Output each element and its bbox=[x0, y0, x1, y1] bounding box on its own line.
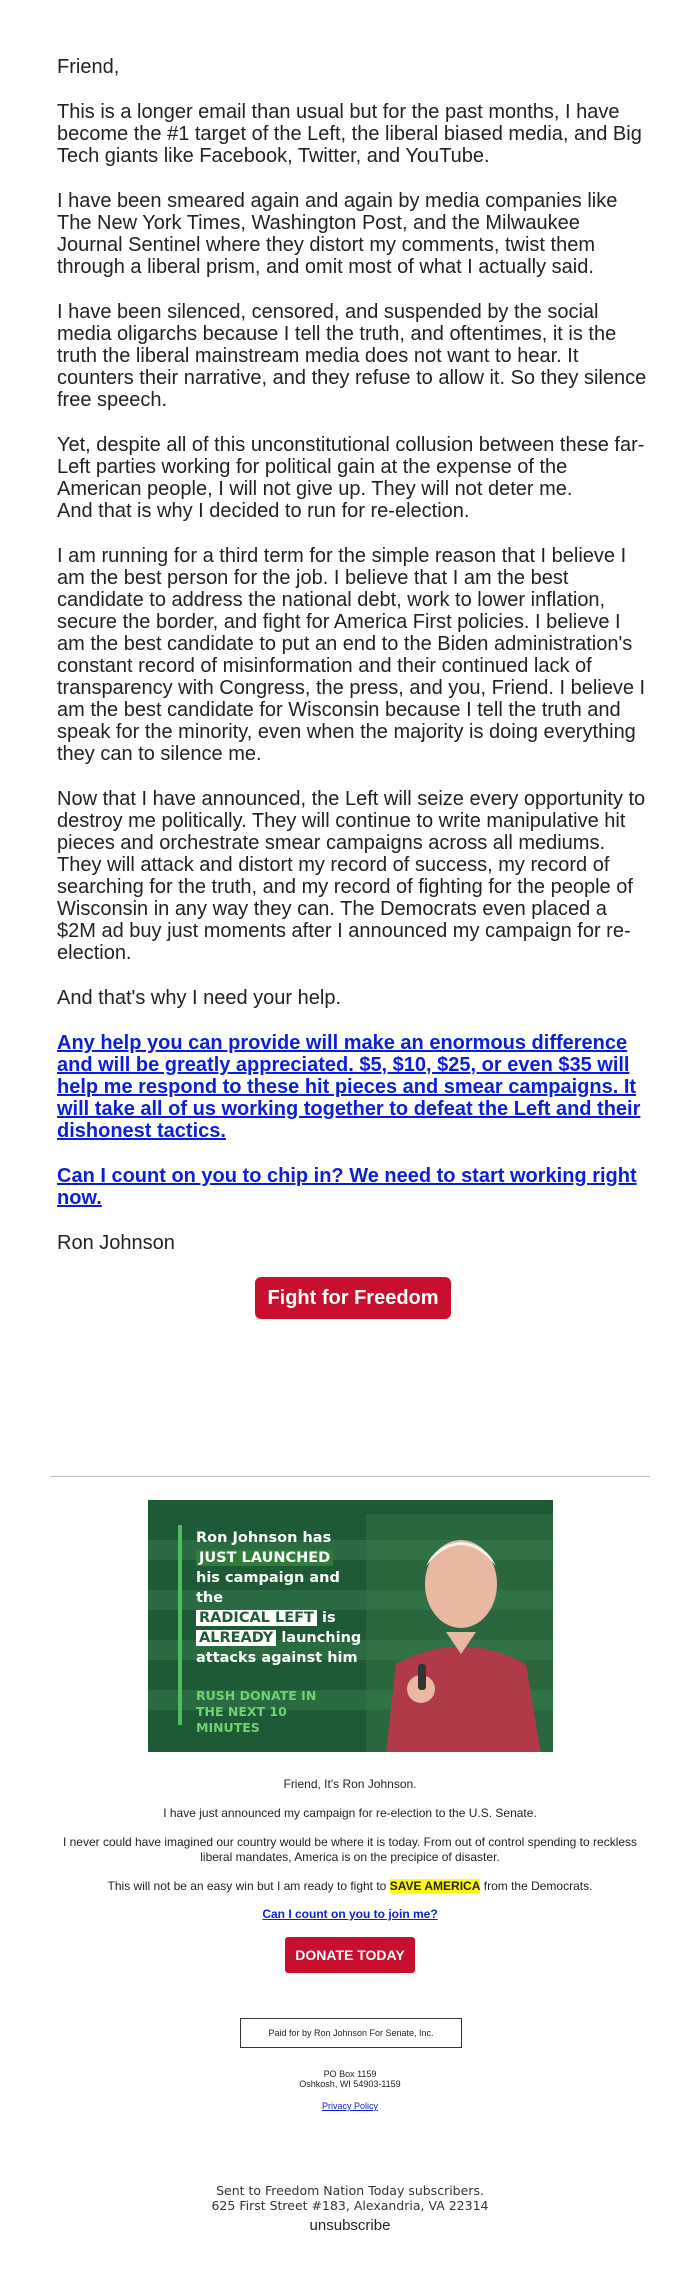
footer-intro: Friend, It's Ron Johnson. bbox=[283, 1777, 417, 1791]
privacy-policy-wrap bbox=[50, 2101, 650, 2112]
paragraph-need-help: And that's why I need your help. bbox=[57, 987, 341, 1009]
paragraph-smeared: I have been smeared again and again by media companies like The New York Times, Washington Post, and the Milwaukee Journal Sentinel where they distort my comments, twist them through a liberal prism, and omit most of what I actually said. bbox=[57, 190, 618, 278]
donate-paragraph-link bbox=[57, 1032, 649, 1142]
save-america-highlight: SAVE AMERICA bbox=[389, 1879, 481, 1893]
promo-banner-image[interactable] bbox=[148, 1500, 553, 1752]
po-box: PO Box 1159 bbox=[323, 2069, 377, 2079]
city-address: Oshkosh, WI 54903-1159 bbox=[299, 2079, 401, 2089]
chip-in-paragraph bbox=[57, 1165, 649, 1209]
donate-link[interactable]: Any help you can provide will make an enormous difference and will be greatly appreciated. $5, $10, $25, or even $35 will help me respond to these hit pieces and smear campaigns. It will take all of us working together to defeat the Left and their dishonest tactics. bbox=[57, 1032, 641, 1142]
privacy-policy-link[interactable]: Privacy Policy bbox=[321, 2101, 378, 2111]
paragraph-collusion bbox=[57, 434, 649, 522]
banner-cta: RUSH DONATE IN THE NEXT 10 MINUTES bbox=[196, 1688, 317, 1735]
join-me-link[interactable]: Can I count on you to join me? bbox=[262, 1907, 438, 1921]
donate-today-button[interactable]: DONATE TODAY bbox=[285, 1937, 415, 1973]
banner-line-4: launching bbox=[281, 1630, 362, 1646]
speaker-photo bbox=[366, 1514, 553, 1752]
banner-highlight-radical-left: RADICAL LEFT bbox=[196, 1610, 317, 1626]
paragraph-announced: Now that I have announced, the Left will seize every opportunity to destroy me politically. They will continue to write manipulative hit pieces and orchestrate smear campaigns across all mediums. They will attack and distort my record of success, my record of searching for the truth, and my record of fighting for the people of Wisconsin in any way they can. The Democrats even placed a $2M ad buy just moments after I announced my campaign for re-election. bbox=[57, 788, 646, 964]
paid-for-disclaimer: Paid for by Ron Johnson For Senate, Inc. bbox=[240, 2018, 462, 2048]
greeting: Friend, bbox=[57, 56, 120, 78]
footer-announce: I have just announced my campaign for re-election to the U.S. Senate. bbox=[163, 1806, 537, 1820]
paragraph-third-term: I am running for a third term for the simple reason that I believe I am the best person for the job. I believe that I am the best candidate to address the national debt, work to lower inflation, secure the border, and fight for America First policies. I believe I am the best candidate to put an end to the Biden administration's constant record of misinformation and their continued lack of transparency with Congress, the press, and you, Friend. I believe I am the best candidate for Wisconsin because I tell the truth and speak for the minority, even when the majority is doing everything they can to silence me. bbox=[57, 545, 646, 765]
reelection-text: And that is why I decided to run for re-election. bbox=[57, 500, 470, 522]
section-divider bbox=[50, 1476, 650, 1477]
signature: Ron Johnson bbox=[57, 1232, 175, 1254]
email-body bbox=[57, 56, 649, 1319]
chip-in-link[interactable]: Can I count on you to chip in? We need to start working right now. bbox=[57, 1165, 637, 1209]
banner-headline bbox=[196, 1528, 366, 1668]
paragraph-target: This is a longer email than usual but for the past months, I have become the #1 target of the Left, the liberal biased media, and Big Tech giants like Facebook, Twitter, and YouTube. bbox=[57, 101, 642, 167]
fight-text-pre: This will not be an easy win but I am ready to fight to bbox=[107, 1879, 387, 1893]
banner-highlight-already: ALREADY bbox=[196, 1630, 276, 1646]
footer-fight bbox=[50, 1879, 650, 1893]
banner-line-1: Ron Johnson has bbox=[196, 1530, 332, 1546]
banner-accent-bar bbox=[178, 1525, 182, 1725]
fight-for-freedom-button[interactable]: Fight for Freedom bbox=[255, 1277, 450, 1319]
paragraph-silenced: I have been silenced, censored, and suspended by the social media oligarchs because I tell the truth, and oftentimes, it is the truth the liberal mainstream media does not want to hear. It counters their narrative, and they refuse to allow it. So they silence free speech. bbox=[57, 301, 647, 411]
sent-to-notice: Sent to Freedom Nation Today subscribers. bbox=[216, 2183, 484, 2198]
fight-text-post: from the Democrats. bbox=[483, 1879, 593, 1893]
banner-line-5: attacks against him bbox=[196, 1650, 358, 1666]
sender-address: 625 First Street #183, Alexandria, VA 22314 bbox=[211, 2198, 489, 2213]
banner-line-3: is bbox=[321, 1610, 336, 1626]
banner-highlight-just-launched: JUST LAUNCHED bbox=[196, 1550, 333, 1566]
banner-line-2: his campaign and the bbox=[196, 1570, 340, 1606]
footer-join bbox=[50, 1907, 650, 1921]
footer-concern: I never could have imagined our country would be where it is today. From out of control spending to reckless liberal mandates, America is on the precipice of disaster. bbox=[62, 1835, 638, 1864]
unsubscribe-link[interactable]: unsubscribe bbox=[309, 2217, 391, 2234]
fight-button-wrap bbox=[57, 1277, 649, 1319]
collusion-text: Yet, despite all of this unconstitutional collusion between these far-Left parties working for political gain at the expense of the American people, I will not give up. They will not deter me. bbox=[57, 434, 645, 500]
